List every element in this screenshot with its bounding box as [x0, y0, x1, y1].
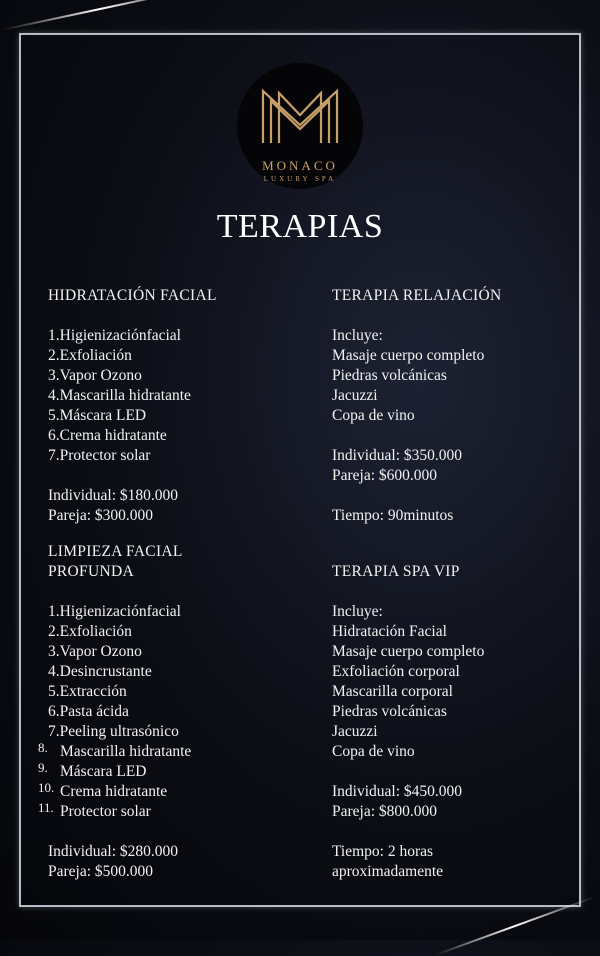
list-item: 2.Exfoliación [48, 347, 132, 364]
list-item: 7.Peeling ultrasónico [48, 723, 179, 740]
hidratacion-section [48, 286, 313, 526]
list-item: Hidratación Facial [332, 623, 447, 640]
list-item: 4.Mascarilla hidratante [48, 387, 191, 404]
item-text: Protector solar [60, 803, 151, 820]
incluye-label: Incluye: [332, 603, 383, 620]
item-number: 10. [38, 780, 55, 795]
list-item: 2.Exfoliación [48, 623, 132, 640]
list-item: Jacuzzi [332, 723, 378, 740]
item-number: 11. [38, 800, 54, 815]
brand-name: MONACO [262, 158, 338, 173]
list-item: Jacuzzi [332, 387, 378, 404]
list-item: Piedras volcánicas [332, 703, 447, 720]
section-title: HIDRATACIÓN FACIAL [48, 287, 217, 304]
list-item: Copa de vino [332, 407, 415, 424]
list-item: Masaje cuerpo completo [332, 643, 485, 660]
list-item: 7.Protector solar [48, 447, 151, 464]
brand-tagline: LUXURY SPA [263, 175, 337, 183]
item-number: 8. [38, 740, 48, 755]
item-text: Crema hidratante [60, 783, 168, 800]
item-text: Máscara LED [60, 763, 147, 780]
list-item [38, 740, 313, 762]
tiempo-text: aproximadamente [332, 863, 444, 880]
price-individual: Individual: $450.000 [332, 783, 463, 800]
spa-vip-section [332, 562, 582, 882]
list-item: 5.Máscara LED [48, 407, 147, 424]
list-item: 6.Pasta ácida [48, 703, 129, 720]
item-text: Mascarilla hidratante [60, 743, 192, 760]
list-item: 1.Higienizaciónfacial [48, 603, 181, 620]
right-column [332, 286, 582, 882]
section-title: PROFUNDA [48, 563, 134, 580]
price-pareja: Pareja: $300.000 [48, 507, 154, 524]
limpieza-section [38, 542, 313, 882]
section-title: TERAPIA RELAJACIÓN [332, 287, 502, 304]
list-item: 6.Crema hidratante [48, 427, 167, 444]
hidratacion-list [48, 326, 313, 466]
list-item: Mascarilla corporal [332, 683, 453, 700]
item-number: 9. [38, 760, 48, 775]
list-item: Exfoliación corporal [332, 663, 460, 680]
price-pareja: Pareja: $500.000 [48, 863, 154, 880]
relajacion-section [332, 286, 582, 526]
price-pareja: Pareja: $600.000 [332, 467, 438, 484]
list-item [38, 800, 313, 822]
incluye-label: Incluye: [332, 327, 383, 344]
list-item: 4.Desincrustante [48, 663, 152, 680]
list-item: Copa de vino [332, 743, 415, 760]
list-item: Piedras volcánicas [332, 367, 447, 384]
section-title: LIMPIEZA FACIAL [48, 543, 183, 560]
price-pareja: Pareja: $800.000 [332, 803, 438, 820]
list-item: 3.Vapor Ozono [48, 367, 142, 384]
price-individual: Individual: $280.000 [48, 843, 179, 860]
list-item: 3.Vapor Ozono [48, 643, 142, 660]
section-title: TERAPIA SPA VIP [332, 563, 460, 580]
left-column [38, 286, 313, 882]
list-item: Masaje cuerpo completo [332, 347, 485, 364]
tiempo-text: Tiempo: 2 horas [332, 843, 434, 860]
tiempo-text: Tiempo: 90minutos [332, 507, 454, 524]
list-item [38, 760, 313, 782]
list-item: 1.Higienizaciónfacial [48, 327, 181, 344]
limpieza-list [38, 602, 313, 822]
light-glint [2, 0, 198, 31]
price-individual: Individual: $350.000 [332, 447, 463, 464]
list-item [38, 780, 313, 802]
price-individual: Individual: $180.000 [48, 487, 179, 504]
page-title: TERAPIAS [216, 208, 384, 245]
list-item: 5.Extracción [48, 683, 127, 700]
